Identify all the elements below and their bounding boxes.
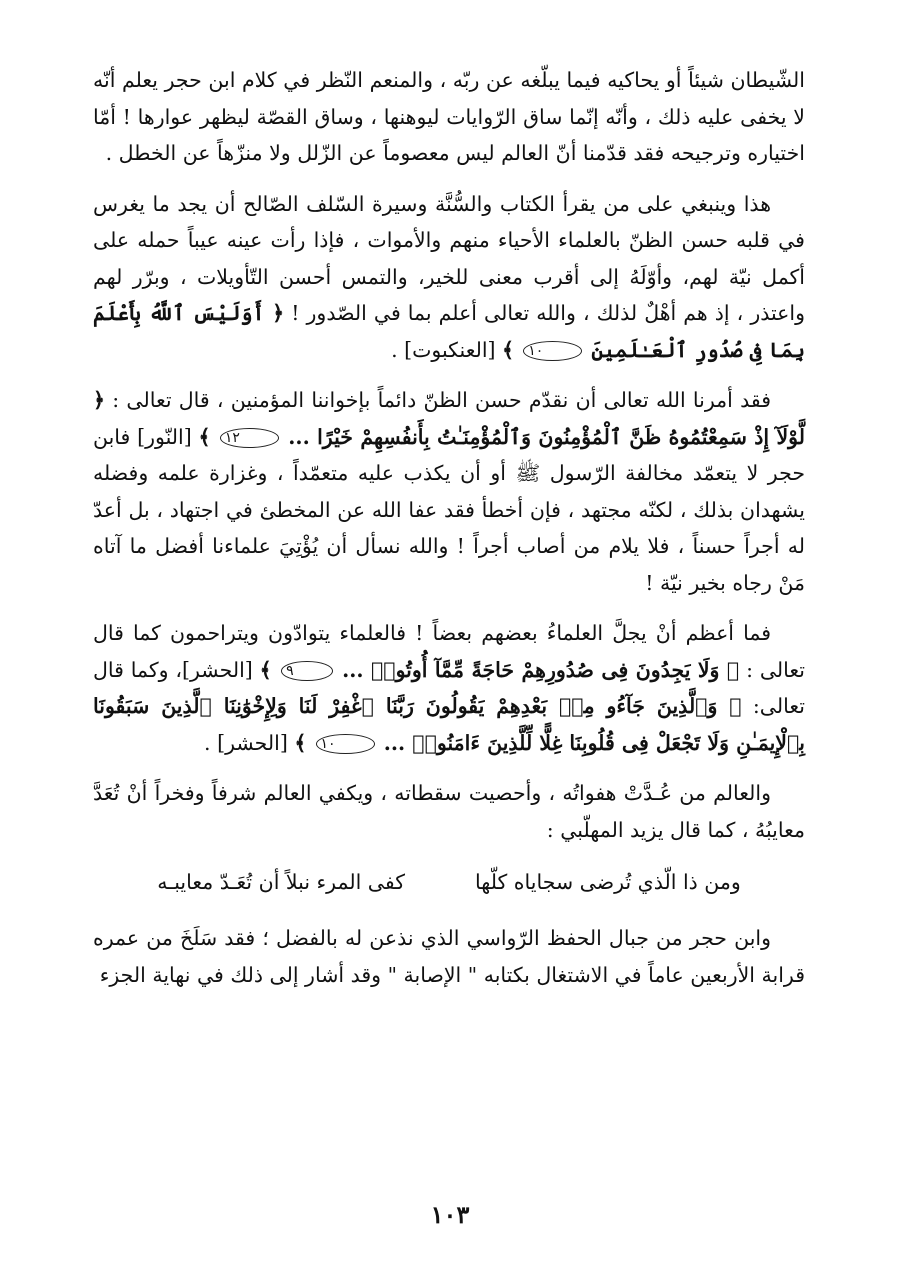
paragraph-3 bbox=[93, 382, 805, 601]
quran-verse: ﴾ bbox=[198, 424, 218, 449]
document-page bbox=[93, 62, 805, 1271]
paragraph-text: [الحشر]، وكما قال تعالى: bbox=[93, 657, 805, 718]
paragraph-2 bbox=[93, 186, 805, 369]
paragraph-text: [النّور] فابن حجر لا يتعمّد مخالفة الرّسول ﷺ أو أن يكذب عليه متعمّداً ، وغزارة علمه وفضله يشهدان بذلك ، لكنّه مجتهد ، فإن أخطأ فقد عفا الله عن المخطئ في اجتهاد ، بل أعدّ له أجراً حسناً ، فلا يلام من أصاب أجراً ! والله نسأل أن يُؤْتِيَ علماءنا أفضل ما آتاه مَنْ رجاه بخير نيّة ! bbox=[93, 424, 805, 595]
paragraph-text: فقد أمرنا الله تعالى أن نقدّم حسن الظنّ دائماً بإخواننا المؤمنين ، قال تعالى : bbox=[105, 388, 771, 412]
paragraph-closing: وابن حجر من جبال الحفظ الرّواسي الذي نذعن له بالفضل ؛ فقد سَلَخَ من عمره قرابة الأربعين عاماً في الاشتغال بكتابه " الإصابة " وقد أشار إلى ذلك في نهاية الجزء bbox=[93, 926, 805, 987]
paragraph-text: هذا وينبغي على من يقرأ الكتاب والسُّنَّة وسيرة السّلف الصّالح أن يجد ما يغرس في قلبه حسن الظنّ بالعلماء الأحياء منهم والأموات ، فإذا رأت عينه عيباً حمله على أكمل نيّة لهم، وأوّلَهُ إلى أقرب معنى للخير، والتمس أحسن التّأويلات ، وبرّر لهم واعتذر ، إذ هم أهْلٌ لذلك ، والله تعالى أعلم بما في الصّدور ! bbox=[93, 191, 805, 325]
paragraph-text: [العنكبوت] . bbox=[391, 337, 503, 362]
quran-verse: ﴾ bbox=[502, 337, 522, 362]
quran-verse: ﴿ لَّوْلَآ إِذْ سَمِعْتُمُوهُ ظَنَّ ٱلْمُؤْمِنُونَ وَٱلْمُؤْمِنَـٰتُ بِأَنفُسِهِمْ خَيْرًا ... bbox=[93, 388, 805, 449]
paragraph-1 bbox=[93, 62, 805, 172]
verse-number-marker: ١٠ bbox=[523, 341, 582, 361]
paragraph-text: الشّيطان شيئاً أو يحاكيه فيما يبلّغه عن ربّه ، والمنعم النّظر في كلام ابن حجر يعلم أنّه لا يخفى عليه ذلك ، وأنّه إنّما ساق الرّوايات ليوهنها ، وساق القصّة ليظهر عوارها ! أمّا اختياره وترجيحه فقد قدّمنا أنّ العالم ليس معصوماً عن الزّلل ولا منزّهاً عن الخطل . bbox=[93, 68, 805, 165]
poem-second-hemistich: كفى المرء نبلاً أن تُعَـدّ معايبـه bbox=[157, 870, 406, 894]
paragraph-5 bbox=[93, 775, 805, 848]
paragraph-4 bbox=[93, 615, 805, 761]
poem-verse bbox=[93, 862, 805, 902]
quran-verse: ﴾ bbox=[294, 730, 314, 755]
verse-number-marker: ١٢ bbox=[220, 428, 279, 448]
verse-number-marker: ١٠ bbox=[316, 734, 375, 754]
quran-verse: ﴿ أَوَلَيْسَ ٱللَّهُ بِأَعْلَمَ بِمَا فِى صُدُورِ ٱلْعَـٰلَمِينَ bbox=[93, 301, 805, 362]
page-number: ١٠٣ bbox=[430, 1200, 470, 1229]
paragraph-text: فما أعظم أنْ يجلَّ العلماءُ بعضهم بعضاً ! فالعلماء يتوادّون ويتراحمون كما قال تعالى : bbox=[93, 621, 805, 682]
verse-number-marker: ٩ bbox=[281, 661, 333, 681]
quran-verse: ﴾ bbox=[259, 657, 280, 682]
paragraph-text: والعالم من عُـدَّتْ هفواتُه ، وأحصيت سقطاته ، ويكفي العالم شرفاً وفخراً أنْ تُعَدَّ معايبُهُ ، كما قال يزيد المهلّبي : bbox=[93, 781, 805, 842]
poem-first-hemistich: ومن ذا الّذي تُرضى سجاياه كلّها bbox=[475, 870, 741, 894]
quran-verse: ﴿ وَلَا يَجِدُونَ فِى صُدُورِهِمْ حَاجَةً مِّمَّآ أُوتُوا۟ ... bbox=[334, 657, 740, 682]
paragraph-text: [الحشر] . bbox=[204, 730, 295, 755]
quran-verse: ﴿ وَٱلَّذِينَ جَآءُو مِنۢ بَعْدِهِمْ يَقُولُونَ رَبَّنَا ٱغْفِرْ لَنَا وَلِإِخْوَٰنِنَا ٱلَّذِينَ سَبَقُونَا بِٱلْإِيمَـٰنِ وَلَا تَجْعَلْ فِى قُلُوبِنَا غِلًّا لِّلَّذِينَ ءَامَنُوا۟ ... bbox=[93, 694, 805, 755]
